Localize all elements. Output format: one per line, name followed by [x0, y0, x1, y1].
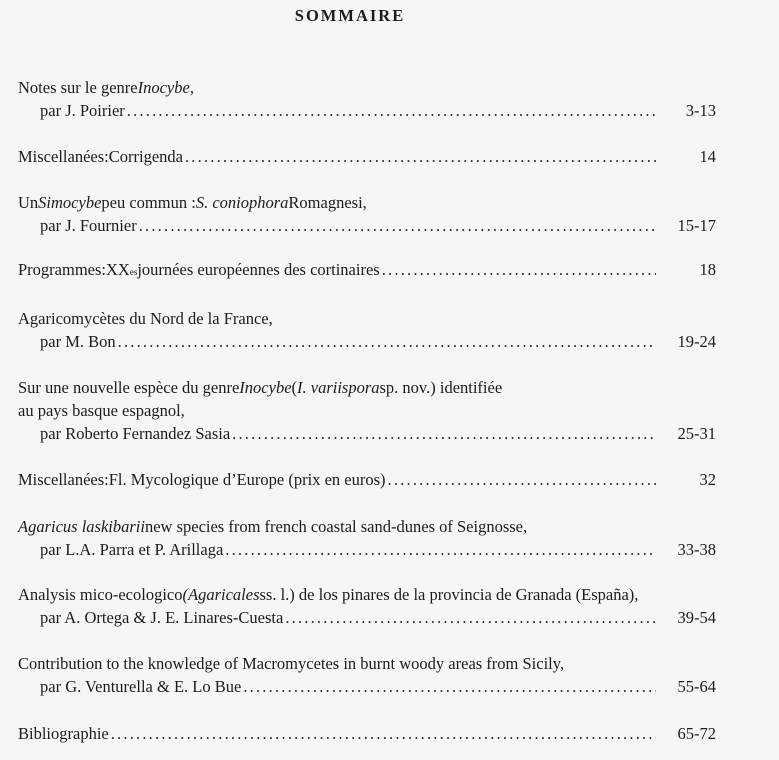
entry-title	[18, 468, 716, 491]
genus-name: Inocybe	[239, 378, 292, 397]
entry-author: par Roberto Fernandez Sasia	[40, 424, 231, 443]
title-text: Analysis mico-ecologico	[18, 585, 183, 604]
page-range: 18	[699, 260, 716, 279]
entry-author-line	[18, 330, 716, 353]
entry-author: par L.A. Parra et P. Arillaga	[40, 540, 224, 559]
page-range: 55-64	[677, 677, 716, 696]
toc-entry	[18, 76, 716, 122]
page-range: 3-13	[685, 101, 716, 120]
entry-title	[18, 376, 716, 399]
entry-author-line	[18, 422, 716, 445]
title-text: Romagnesi,	[288, 193, 367, 212]
dot-leader	[285, 606, 656, 629]
dot-leader	[225, 538, 656, 561]
page-range: 25-31	[677, 424, 716, 443]
section-label: Miscellanées	[18, 470, 105, 489]
page-range: 19-24	[677, 332, 716, 351]
title-text: Bibliographie	[18, 724, 109, 743]
title-text: Corrigenda	[108, 147, 183, 166]
entry-title	[18, 145, 716, 168]
entry-author: par A. Ortega & J. E. Linares-Cuesta	[40, 608, 284, 627]
toc-entry	[18, 307, 716, 353]
separator: :	[104, 147, 109, 166]
page-range: 14	[699, 147, 716, 166]
title-text: Sur une nouvelle espèce du genre	[18, 378, 240, 397]
title-text: Notes sur le genre	[18, 78, 138, 97]
entry-author: par M. Bon	[40, 332, 116, 351]
toc-entry	[18, 652, 716, 698]
entry-author-line	[18, 606, 716, 629]
section-label: Programmes	[18, 260, 102, 279]
toc-entry	[18, 722, 716, 745]
genus-name: Simocybe	[38, 193, 102, 212]
entry-author: par J. Poirier	[40, 101, 125, 120]
title-text: ,	[189, 78, 194, 97]
title-text: journées européennes des cortinaires	[137, 260, 380, 279]
toc-entry	[18, 583, 716, 629]
page-range: 65-72	[677, 724, 716, 743]
genus-name: Inocybe	[137, 78, 190, 97]
page-range: 39-54	[677, 608, 716, 627]
toc-entry	[18, 191, 716, 237]
entry-title: Contribution to the knowledge of Macromycetes in burnt woody areas from Sicily,	[18, 654, 565, 673]
dot-leader	[127, 99, 656, 122]
page-range: 33-38	[677, 540, 716, 559]
title-text: ss. l.) de los pinares de la provincia de Granada (España),	[259, 585, 639, 604]
entry-author: par J. Fournier	[40, 216, 137, 235]
ordinal-number: XX	[106, 260, 130, 279]
separator: :	[101, 260, 106, 279]
dot-leader	[388, 468, 656, 491]
title-text: sp. nov.) identifiée	[379, 378, 503, 397]
entry-author-line	[18, 99, 716, 122]
entry-author-line	[18, 538, 716, 561]
entry-title	[18, 722, 716, 745]
toc-entry	[18, 515, 716, 561]
species-name: Agaricus laskibarii	[18, 517, 145, 536]
species-name: S. coniophora	[195, 193, 289, 212]
section-label: Miscellanées	[18, 147, 105, 166]
entry-title-continued: au pays basque espagnol,	[18, 401, 185, 420]
page-range: 32	[699, 470, 716, 489]
entry-author-line	[18, 214, 716, 237]
separator: :	[104, 470, 109, 489]
toc-entry	[18, 258, 716, 281]
entry-title	[18, 76, 716, 99]
dot-leader	[185, 145, 656, 168]
entry-title	[18, 583, 716, 606]
dot-leader	[232, 422, 656, 445]
toc-entry	[18, 145, 716, 168]
entry-author-line	[18, 675, 716, 698]
dot-leader	[243, 675, 656, 698]
page-title: SOMMAIRE	[294, 6, 406, 25]
title-text: Un	[18, 193, 39, 212]
entry-title	[18, 515, 716, 538]
toc-entry	[18, 376, 716, 445]
entry-title: Programmes : XX es journées européennes des cortinaires ..... 18	[18, 258, 716, 281]
entry-title	[18, 191, 716, 214]
dot-leader	[139, 214, 656, 237]
dot-leader	[111, 722, 656, 745]
entry-title: Agaricomycètes du Nord de la France,	[18, 309, 273, 328]
dot-leader	[118, 330, 656, 353]
toc-entry	[18, 468, 716, 491]
title-text: peu commun :	[101, 193, 196, 212]
title-text: new species from french coastal sand-dunes of Seignosse,	[144, 517, 528, 536]
order-name: (Agaricales	[182, 585, 260, 604]
title-text: Fl. Mycologique d’Europe (prix en euros)	[108, 470, 386, 489]
page-range: 15-17	[677, 216, 716, 235]
dot-leader	[382, 258, 656, 281]
title-text: (	[291, 378, 298, 397]
entry-author: par G. Venturella & E. Lo Bue	[40, 677, 242, 696]
species-name: I. variispora	[297, 378, 380, 397]
